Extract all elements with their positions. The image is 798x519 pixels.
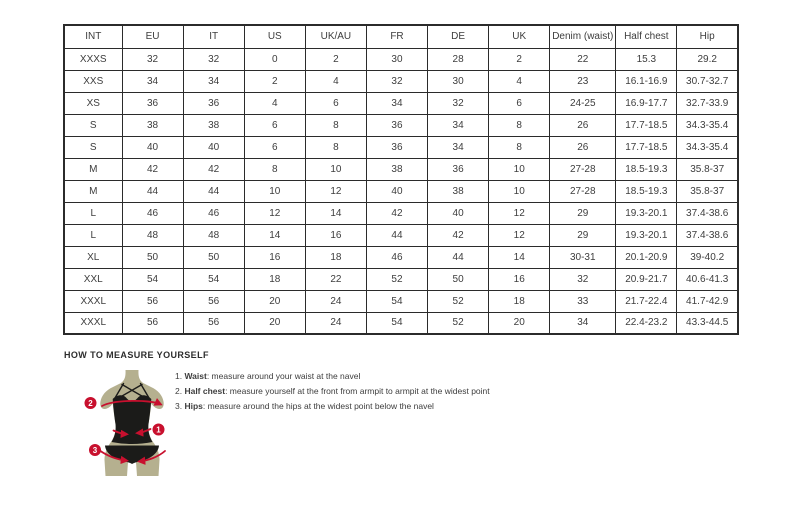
table-cell: 36: [428, 158, 489, 180]
table-cell: 35.8-37: [677, 180, 738, 202]
column-header: DE: [428, 25, 489, 48]
table-cell: 27-28: [550, 158, 616, 180]
table-cell: 6: [305, 92, 366, 114]
table-cell: 26: [550, 114, 616, 136]
header-row: [64, 25, 738, 48]
table-cell: 38: [122, 114, 183, 136]
table-cell: 12: [489, 224, 550, 246]
measure-steps: [175, 369, 490, 415]
table-cell: 18.5-19.3: [616, 180, 677, 202]
table-cell: 0: [244, 48, 305, 70]
table-cell: 46: [122, 202, 183, 224]
table-cell: 44: [366, 224, 427, 246]
table-cell: 10: [244, 180, 305, 202]
table-cell: 52: [428, 312, 489, 334]
badge-2: [85, 397, 97, 409]
table-cell: 8: [244, 158, 305, 180]
table-cell: 54: [366, 312, 427, 334]
table-cell: 16: [489, 268, 550, 290]
table-cell: 39-40.2: [677, 246, 738, 268]
table-cell: 34: [428, 114, 489, 136]
table-cell: 18: [244, 268, 305, 290]
table-cell: 2: [305, 48, 366, 70]
column-header: Hip: [677, 25, 738, 48]
table-cell: XXXS: [64, 48, 122, 70]
table-cell: 6: [244, 114, 305, 136]
table-row: [64, 312, 738, 334]
table-cell: 37.4-38.6: [677, 224, 738, 246]
table-row: [64, 70, 738, 92]
table-cell: 20.1-20.9: [616, 246, 677, 268]
table-cell: 6: [489, 92, 550, 114]
table-row: [64, 202, 738, 224]
table-row: [64, 224, 738, 246]
table-cell: M: [64, 180, 122, 202]
table-cell: 8: [489, 114, 550, 136]
table-cell: 34: [550, 312, 616, 334]
table-cell: 8: [305, 136, 366, 158]
table-cell: 18.5-19.3: [616, 158, 677, 180]
table-cell: 42: [366, 202, 427, 224]
table-cell: 14: [244, 224, 305, 246]
table-cell: 24: [305, 290, 366, 312]
table-cell: 46: [366, 246, 427, 268]
column-header: Half chest: [616, 25, 677, 48]
table-row: [64, 136, 738, 158]
measure-step-label: Hips: [184, 401, 203, 412]
table-cell: 27-28: [550, 180, 616, 202]
table-cell: 26: [550, 136, 616, 158]
table-cell: 42: [428, 224, 489, 246]
table-cell: 12: [489, 202, 550, 224]
table-cell: 40: [366, 180, 427, 202]
table-cell: 48: [122, 224, 183, 246]
column-header: US: [244, 25, 305, 48]
column-header: UK/AU: [305, 25, 366, 48]
table-cell: 8: [305, 114, 366, 136]
table-cell: 36: [183, 92, 244, 114]
table-cell: 33: [550, 290, 616, 312]
table-cell: 32: [428, 92, 489, 114]
column-header: FR: [366, 25, 427, 48]
table-cell: 29: [550, 224, 616, 246]
badge-3-number: 3: [92, 445, 98, 455]
table-cell: 10: [489, 180, 550, 202]
table-cell: 29: [550, 202, 616, 224]
table-cell: 36: [366, 136, 427, 158]
table-row: [64, 92, 738, 114]
table-cell: 32: [122, 48, 183, 70]
table-cell: 40: [428, 202, 489, 224]
table-cell: XS: [64, 92, 122, 114]
table-cell: 28: [428, 48, 489, 70]
table-cell: 56: [122, 290, 183, 312]
measure-step: 3. Hips: measure around the hips at the widest point below the navel: [175, 401, 434, 412]
table-cell: 18: [489, 290, 550, 312]
table-cell: 29.2: [677, 48, 738, 70]
column-header: Denim (waist): [550, 25, 616, 48]
table-cell: 56: [183, 312, 244, 334]
table-cell: S: [64, 114, 122, 136]
table-cell: 46: [183, 202, 244, 224]
table-cell: 16.1-16.9: [616, 70, 677, 92]
table-cell: 30: [366, 48, 427, 70]
table-row: [64, 180, 738, 202]
table-cell: 48: [183, 224, 244, 246]
section-title: HOW TO MEASURE YOURSELF: [64, 350, 209, 360]
table-cell: S: [64, 136, 122, 158]
table-cell: XXXL: [64, 312, 122, 334]
table-cell: 16: [244, 246, 305, 268]
badge-1: [153, 424, 165, 436]
table-cell: 4: [244, 92, 305, 114]
table-cell: 16.9-17.7: [616, 92, 677, 114]
table-cell: 17.7-18.5: [616, 114, 677, 136]
table-cell: 34.3-35.4: [677, 114, 738, 136]
table-cell: 54: [122, 268, 183, 290]
table-cell: 36: [122, 92, 183, 114]
table-row: [64, 246, 738, 268]
table-cell: 22: [550, 48, 616, 70]
table-cell: 22.4-23.2: [616, 312, 677, 334]
table-cell: 34.3-35.4: [677, 136, 738, 158]
table-row: [64, 48, 738, 70]
table-cell: 50: [122, 246, 183, 268]
column-header: INT: [64, 25, 122, 48]
table-cell: 24-25: [550, 92, 616, 114]
size-chart-table: [63, 24, 739, 335]
table-cell: 52: [366, 268, 427, 290]
table-cell: 34: [366, 92, 427, 114]
table-cell: 20: [244, 290, 305, 312]
table-cell: XXL: [64, 268, 122, 290]
table-cell: 8: [489, 136, 550, 158]
column-header: UK: [489, 25, 550, 48]
table-cell: L: [64, 224, 122, 246]
table-cell: 30.7-32.7: [677, 70, 738, 92]
table-cell: 4: [305, 70, 366, 92]
table-cell: 22: [305, 268, 366, 290]
table-cell: 56: [183, 290, 244, 312]
table-cell: 34: [428, 136, 489, 158]
table-cell: 10: [489, 158, 550, 180]
table-cell: 2: [489, 48, 550, 70]
table-body: [64, 48, 738, 334]
table-cell: M: [64, 158, 122, 180]
table-row: [64, 158, 738, 180]
table-cell: 17.7-18.5: [616, 136, 677, 158]
table-row: [64, 268, 738, 290]
table-cell: 43.3-44.5: [677, 312, 738, 334]
table-cell: 34: [183, 70, 244, 92]
table-cell: 52: [428, 290, 489, 312]
table-cell: 32.7-33.9: [677, 92, 738, 114]
table-cell: 19.3-20.1: [616, 224, 677, 246]
table-cell: 20.9-21.7: [616, 268, 677, 290]
table-cell: 54: [366, 290, 427, 312]
table-cell: 32: [366, 70, 427, 92]
table-cell: 38: [366, 158, 427, 180]
table-cell: 42: [183, 158, 244, 180]
table-cell: 16: [305, 224, 366, 246]
table-cell: 44: [122, 180, 183, 202]
table-cell: 20: [244, 312, 305, 334]
badge-2-number: 2: [88, 398, 93, 408]
table-cell: 38: [428, 180, 489, 202]
table-cell: 24: [305, 312, 366, 334]
table-cell: 32: [183, 48, 244, 70]
table-cell: 19.3-20.1: [616, 202, 677, 224]
measure-step-label: Waist: [184, 371, 207, 381]
table-cell: 36: [366, 114, 427, 136]
column-header: EU: [122, 25, 183, 48]
column-header: IT: [183, 25, 244, 48]
measurement-figure: [82, 366, 182, 481]
table-cell: 2: [244, 70, 305, 92]
table-cell: 34: [122, 70, 183, 92]
table-cell: XXS: [64, 70, 122, 92]
table-cell: L: [64, 202, 122, 224]
table-cell: 12: [244, 202, 305, 224]
table-cell: 50: [428, 268, 489, 290]
table-cell: 40.6-41.3: [677, 268, 738, 290]
badge-1-number: 1: [156, 425, 161, 435]
table-cell: 15.3: [616, 48, 677, 70]
table-cell: 20: [489, 312, 550, 334]
table-cell: 44: [183, 180, 244, 202]
table-cell: 6: [244, 136, 305, 158]
table-cell: 18: [305, 246, 366, 268]
table-cell: 38: [183, 114, 244, 136]
table-cell: 56: [122, 312, 183, 334]
badge-3: [89, 444, 101, 456]
table-cell: 54: [183, 268, 244, 290]
table-cell: 14: [305, 202, 366, 224]
measure-step-label: Half chest: [184, 386, 226, 397]
table-cell: 4: [489, 70, 550, 92]
table-row: [64, 290, 738, 312]
table-cell: 44: [428, 246, 489, 268]
table-cell: 23: [550, 70, 616, 92]
table-cell: 40: [183, 136, 244, 158]
table-row: [64, 114, 738, 136]
table-cell: XXXL: [64, 290, 122, 312]
table-cell: 12: [305, 180, 366, 202]
table-cell: 50: [183, 246, 244, 268]
table-cell: 40: [122, 136, 183, 158]
table-cell: XL: [64, 246, 122, 268]
table-cell: 41.7-42.9: [677, 290, 738, 312]
table-cell: 32: [550, 268, 616, 290]
table-cell: 42: [122, 158, 183, 180]
table-cell: 30: [428, 70, 489, 92]
table-cell: 35.8-37: [677, 158, 738, 180]
measure-step: 1. Waist: measure around your waist at the navel: [175, 371, 361, 381]
table-cell: 14: [489, 246, 550, 268]
table-cell: 37.4-38.6: [677, 202, 738, 224]
measure-step: 2. Half chest: measure yourself at the front from armpit to armpit at the widest point: [175, 386, 490, 397]
table-cell: 21.7-22.4: [616, 290, 677, 312]
table-cell: 30-31: [550, 246, 616, 268]
table-cell: 10: [305, 158, 366, 180]
